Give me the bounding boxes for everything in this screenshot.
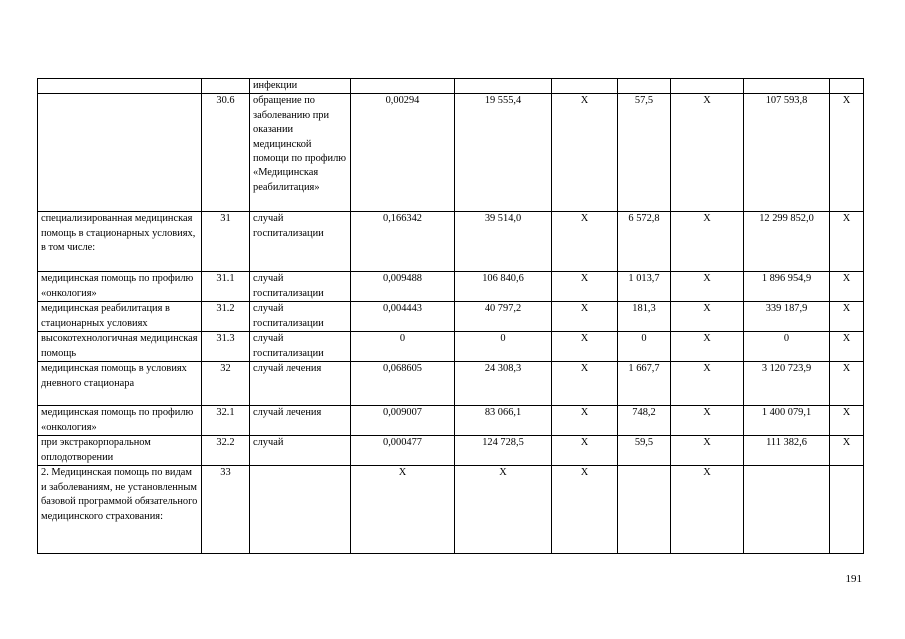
table-cell	[744, 466, 830, 554]
table-cell: 19 555,4	[455, 94, 552, 212]
table-cell: специализированная медицинская помощь в стационарных условиях, в том числе:	[38, 212, 202, 272]
table-cell: 1 400 079,1	[744, 406, 830, 436]
table-cell: 0	[455, 332, 552, 362]
table-cell	[552, 79, 618, 94]
table-cell: X	[671, 302, 744, 332]
table-cell: X	[671, 466, 744, 554]
table-cell: X	[830, 332, 864, 362]
table-cell: X	[830, 272, 864, 302]
table-cell: 0	[618, 332, 671, 362]
table-cell: X	[552, 302, 618, 332]
table-cell: 0,068605	[351, 362, 455, 406]
table-row	[38, 302, 864, 332]
table-cell: 124 728,5	[455, 436, 552, 466]
table-cell: 31.3	[202, 332, 250, 362]
table-cell: 57,5	[618, 94, 671, 212]
table-row	[38, 436, 864, 466]
page-number: 191	[845, 573, 862, 585]
table-cell: 0,009007	[351, 406, 455, 436]
table-cell: X	[552, 362, 618, 406]
table-cell: 12 299 852,0	[744, 212, 830, 272]
table-cell: X	[671, 406, 744, 436]
table-cell: случай госпитализации	[250, 212, 351, 272]
table-cell: 24 308,3	[455, 362, 552, 406]
table-cell: 31.1	[202, 272, 250, 302]
table-cell: X	[830, 302, 864, 332]
table-cell: 32.2	[202, 436, 250, 466]
table-cell	[671, 79, 744, 94]
table-cell: 1 667,7	[618, 362, 671, 406]
table-cell: 1 013,7	[618, 272, 671, 302]
table-cell: X	[552, 272, 618, 302]
table-cell: X	[671, 272, 744, 302]
table-cell: X	[671, 362, 744, 406]
table-cell: X	[830, 436, 864, 466]
data-table	[37, 78, 864, 554]
table-cell: случай госпитализации	[250, 302, 351, 332]
table-cell: 748,2	[618, 406, 671, 436]
table-cell: 30.6	[202, 94, 250, 212]
table-cell: случай	[250, 436, 351, 466]
table-cell: 1 896 954,9	[744, 272, 830, 302]
table-cell: 2. Медицинская помощь по видам и заболеваниям, не установленным базовой программой обязательного медицинского страхования:	[38, 466, 202, 554]
table-cell: X	[830, 212, 864, 272]
table-cell: 3 120 723,9	[744, 362, 830, 406]
table-cell: случай лечения	[250, 362, 351, 406]
table-cell: обращение по заболеванию при оказании медицинской помощи по профилю «Медицинская реабилитация»	[250, 94, 351, 212]
table-cell	[38, 94, 202, 212]
table-cell: 33	[202, 466, 250, 554]
table-cell: X	[552, 466, 618, 554]
table-row	[38, 466, 864, 554]
table-cell: при экстракорпоральном оплодотворении	[38, 436, 202, 466]
table-cell: 31	[202, 212, 250, 272]
table-row	[38, 406, 864, 436]
table-cell: X	[552, 332, 618, 362]
table-cell: 0,166342	[351, 212, 455, 272]
table-cell	[455, 79, 552, 94]
table-cell: медицинская реабилитация в стационарных условиях	[38, 302, 202, 332]
table-cell	[618, 466, 671, 554]
table-cell: случай лечения	[250, 406, 351, 436]
table-row	[38, 332, 864, 362]
table-cell: 59,5	[618, 436, 671, 466]
table-cell: X	[830, 362, 864, 406]
table-cell: 107 593,8	[744, 94, 830, 212]
table-cell: X	[830, 94, 864, 212]
table-cell	[38, 79, 202, 94]
table-cell: медицинская помощь по профилю «онкология»	[38, 272, 202, 302]
table-row	[38, 362, 864, 406]
table-cell	[830, 466, 864, 554]
table-cell: 0,009488	[351, 272, 455, 302]
table-cell: 0	[351, 332, 455, 362]
table-cell: 0,004443	[351, 302, 455, 332]
table-cell: 32.1	[202, 406, 250, 436]
table-cell: X	[671, 212, 744, 272]
table-cell	[830, 79, 864, 94]
table-cell: X	[552, 212, 618, 272]
table-cell: 0,000477	[351, 436, 455, 466]
table-cell: медицинская помощь в условиях дневного стационара	[38, 362, 202, 406]
table-cell	[351, 79, 455, 94]
table-cell: медицинская помощь по профилю «онкология»	[38, 406, 202, 436]
table-cell: 339 187,9	[744, 302, 830, 332]
table-cell: 0	[744, 332, 830, 362]
table-cell: X	[455, 466, 552, 554]
table-cell: X	[552, 94, 618, 212]
table-cell: высокотехнологичная медицинская помощь	[38, 332, 202, 362]
table-cell: 111 382,6	[744, 436, 830, 466]
table-cell: случай госпитализации	[250, 272, 351, 302]
table-cell: 39 514,0	[455, 212, 552, 272]
table-cell: инфекции	[250, 79, 351, 94]
table-cell: 32	[202, 362, 250, 406]
table-cell: 106 840,6	[455, 272, 552, 302]
table-cell: X	[830, 406, 864, 436]
table-row	[38, 212, 864, 272]
table-body	[38, 79, 864, 554]
table-cell	[250, 466, 351, 554]
table-cell: X	[671, 332, 744, 362]
table-cell	[202, 79, 250, 94]
table-row	[38, 79, 864, 94]
table-row	[38, 272, 864, 302]
table-cell: X	[552, 406, 618, 436]
table-cell: 6 572,8	[618, 212, 671, 272]
table-cell: X	[671, 436, 744, 466]
table-cell: случай госпитализации	[250, 332, 351, 362]
table-cell: X	[671, 94, 744, 212]
table-cell: 83 066,1	[455, 406, 552, 436]
table-cell: 31.2	[202, 302, 250, 332]
table-cell: 40 797,2	[455, 302, 552, 332]
table-cell: 181,3	[618, 302, 671, 332]
table-row	[38, 94, 864, 212]
table-cell	[744, 79, 830, 94]
table-cell	[618, 79, 671, 94]
table-cell: 0,00294	[351, 94, 455, 212]
table-cell: X	[351, 466, 455, 554]
table-cell: X	[552, 436, 618, 466]
